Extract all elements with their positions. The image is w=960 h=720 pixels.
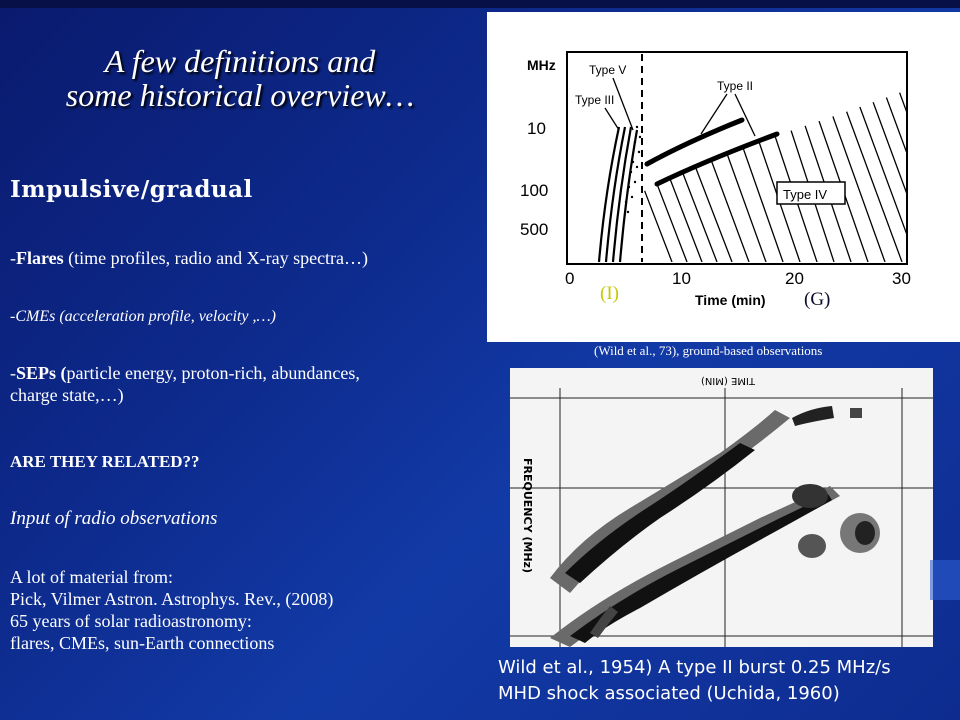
type-v-arrow <box>613 78 633 130</box>
y-tick: 500 <box>520 220 549 239</box>
seps-item <box>10 362 360 406</box>
figure2-caption <box>498 655 891 707</box>
cmes-item: -CMEs (acceleration profile, velocity ,…) <box>10 308 276 325</box>
title-line-2: some historical overview… <box>65 77 415 113</box>
x-axis-label: Time (min) <box>695 292 766 308</box>
seps-detail: particle energy, proton-rich, abundances, <box>66 363 360 383</box>
section-heading: Impulsive/gradual <box>10 176 253 203</box>
decorative-swatch <box>930 560 960 600</box>
y-tick: 10 <box>527 119 546 138</box>
flares-item <box>10 247 368 269</box>
flares-prefix: - <box>10 248 16 268</box>
material-line: Pick, Vilmer Astron. Astrophys. Rev., (2008) <box>10 589 334 609</box>
type-iii-bursts <box>599 127 637 262</box>
type-iv-region <box>622 72 960 262</box>
figure1-caption: (Wild et al., 73), ground-based observations <box>594 343 823 358</box>
material-line: A lot of material from: <box>10 567 173 587</box>
seps-label: SEPs ( <box>16 363 67 383</box>
figure2-caption-line1: Wild et al., 1954) A type II burst 0.25 MHz/s <box>498 657 891 678</box>
type-iii-arrow <box>605 108 619 130</box>
impulsive-label: (I) <box>600 283 619 304</box>
flares-detail: (time profiles, radio and X-ray spectra…) <box>63 248 369 268</box>
y-tick: 100 <box>520 181 549 200</box>
related-question: ARE THEY RELATED?? <box>10 452 200 471</box>
material-line: flares, CMEs, sun-Earth connections <box>10 633 275 653</box>
type-iv-label: Type IV <box>783 187 828 202</box>
slide-title <box>40 44 440 112</box>
type-ii-label: Type II <box>717 79 754 93</box>
radio-burst-schematic <box>487 12 960 342</box>
y-unit: MHz <box>527 57 556 73</box>
gradual-label: (G) <box>804 289 831 310</box>
material-list <box>10 566 333 654</box>
figure2-caption-line2: MHD shock associated (Uchida, 1960) <box>498 683 840 704</box>
top-bar <box>0 0 960 8</box>
title-line-1: A few definitions and <box>104 43 376 79</box>
material-line: 65 years of solar radioastronomy: <box>10 611 252 631</box>
type-v-label: Type V <box>589 63 627 77</box>
type-ii-arrow <box>735 94 755 136</box>
type-iii-label: Type III <box>575 93 615 107</box>
x-tick: 30 <box>892 269 911 288</box>
radio-input-heading: Input of radio observations <box>10 508 218 529</box>
seps-detail-line2: charge state,…) <box>10 385 124 405</box>
time-axis-label: TIME (MIN) <box>700 375 755 386</box>
seps-prefix: - <box>10 363 16 383</box>
x-tick: 20 <box>785 269 804 288</box>
type-ii-burst-spectrogram <box>510 368 933 647</box>
type-ii-bands <box>647 120 777 184</box>
frequency-axis-label: FREQUENCY (MHz) <box>521 458 534 573</box>
x-tick: 10 <box>672 269 691 288</box>
flares-label: Flares <box>16 248 64 268</box>
x-tick: 0 <box>565 269 575 288</box>
